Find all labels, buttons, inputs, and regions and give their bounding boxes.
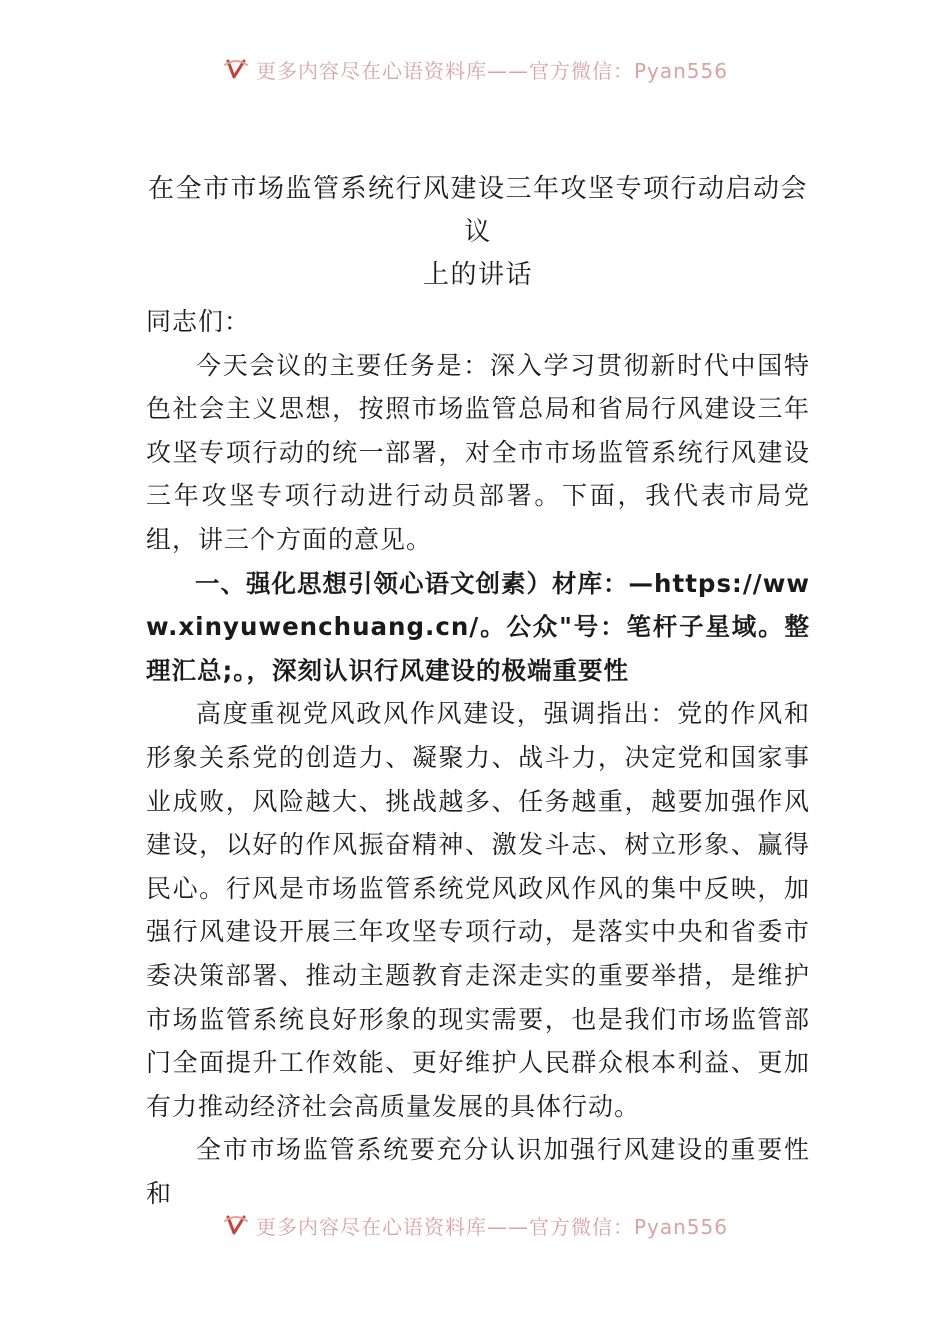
- paragraph-style-importance: 高度重视党风政风作风建设，强调指出：党的作风和形象关系党的创造力、凝聚力、战斗力，决定党和国家事业成败，风险越大、挑战越多、任务越重，越要加强作风建设，以好的作风振奋精神、激发斗志、树立形象、赢得民心。行风是市场监管系统党风政风作风的集中反映，加强行风建设开展三年攻坚专项行动，是落实中央和省委市委决策部署、推动主题教育走深走实的重要举措，是维护市场监管系统良好形象的现实需要，也是我们市场监管部门全面提升工作效能、更好维护人民群众根本利益、更加有力推动经济社会高质量发展的具体行动。: [146, 699, 810, 1121]
- watermark-text: 更多内容尽在心语资料库——官方微信：Pyan556: [255, 1214, 728, 1239]
- watermark-footer: [0, 1208, 950, 1242]
- document-title: [148, 168, 808, 297]
- salutation: 同志们：: [146, 307, 251, 336]
- paragraph-continuation: 全市市场监管系统要充分认识加强行风建设的重要性和: [146, 1135, 810, 1208]
- watermark-logo-icon: [222, 1211, 250, 1239]
- watermark-text: 更多内容尽在心语资料库——官方微信：Pyan556: [255, 58, 728, 83]
- title-line-1: 在全市市场监管系统行风建设三年攻坚专项行动启动会议: [148, 174, 809, 247]
- document-body: [146, 300, 810, 1215]
- section-heading-1: 一、强化思想引领心语文创素）材库：—https://www.xinyuwenchuang.cn/。公众"号：笔杆子星域。整理汇总;。，深刻认识行风建设的极端重要性: [146, 568, 810, 685]
- title-line-2: 上的讲话: [422, 260, 533, 290]
- watermark-header: [0, 52, 950, 86]
- watermark-logo-icon: [222, 55, 250, 83]
- paragraph-intro: 今天会议的主要任务是：深入学习贯彻新时代中国特色社会主义思想，按照市场监管总局和省局行风建设三年攻坚专项行动的统一部署，对全市市场监管系统行风建设三年攻坚专项行动进行动员部署。下面，我代表市局党组，讲三个方面的意见。: [146, 350, 810, 554]
